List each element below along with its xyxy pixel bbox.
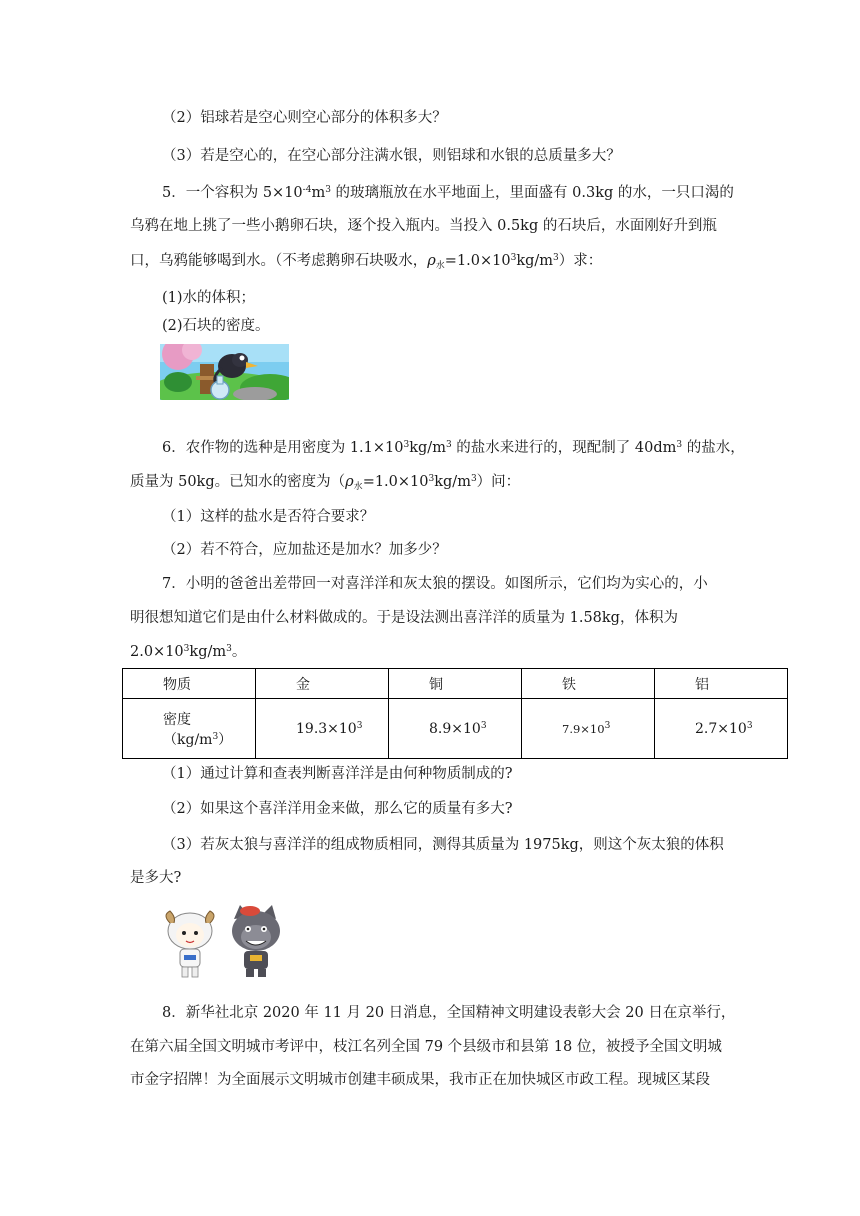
table-cell: 金 <box>256 669 389 699</box>
q7-line2: 明很想知道它们是由什么材料做成的。于是设法测出喜洋洋的质量为 1.58kg，体积为 <box>130 610 678 626</box>
table-cell: $7.9\times 10^3$ <box>522 699 655 759</box>
q7-part1: （1）通过计算和查表判断喜洋洋是由何种物质制成的? <box>162 766 513 782</box>
q4-part2: （2）铝球若是空心则空心部分的体积多大？ <box>162 110 447 126</box>
q6-line2: 质量为 50kg。已知水的密度为$(\rho_水=1.0\times 10^3kg/m^3)$问： <box>130 474 521 492</box>
q5-line1: 5．一个容积为 $5\times 10^{-4}m^3$ 的玻璃瓶放在水平地面上，里面盛有 0.3kg 的水，一只口渴的 <box>162 185 734 201</box>
q6-part2: （2）若不符合，应加盐还是加水？加多少？ <box>162 542 447 558</box>
q6-line1: 6．农作物的选种是用密度为 $1.1\times 10^3kg/m^3$ 的盐水来进行的，现配制了 $40dm^3$ 的盐水， <box>162 440 745 456</box>
sheep-wolf-illustration <box>160 905 296 981</box>
q5-sub2: (2)石块的密度。 <box>162 318 270 334</box>
table-cell: 铜 <box>389 669 522 699</box>
table-cell: 铝 <box>655 669 788 699</box>
table-cell: $8.9\times 10^3$ <box>389 699 522 759</box>
table-cell: 物质 <box>123 669 256 699</box>
q7-part3-cont: 是多大? <box>130 870 182 886</box>
q4-part3: （3）若是空心的，在空心部分注满水银，则铝球和水银的总质量多大？ <box>162 148 621 164</box>
table-header-row <box>123 669 788 699</box>
q8-line2: 在第六届全国文明城市考评中，枝江名列全国 79 个县级市和县第 18 位，被授予全国文明城 <box>130 1039 722 1055</box>
q8-line1: 8．新华社北京 2020 年 11 月 20 日消息，全国精神文明建设表彰大会 20 日在京举行， <box>162 1005 736 1021</box>
q7-line1: 7．小明的爸爸出差带回一对喜洋洋和灰太狼的摆设。如图所示，它们均为实心的，小 <box>162 576 708 592</box>
crow-drinking-icon <box>160 344 289 400</box>
q6-part1: （1）这样的盐水是否符合要求？ <box>162 509 375 525</box>
q8-line3: 市金字招牌！为全面展示文明城市创建丰硕成果，我市正在加快城区市政工程。现城区某段 <box>130 1072 710 1088</box>
q5-line3: 口，乌鸦能够喝到水。（不考虑鹅卵石块吸水，$\rho_水=1.0\times 10^3kg/m^3$）求： <box>130 253 603 271</box>
table-cell: $19.3\times 10^3$ <box>256 699 389 759</box>
q7-part2: （2）如果这个喜洋洋用金来做，那么它的质量有多大? <box>162 801 513 817</box>
table-row <box>123 699 788 759</box>
table-cell: 密度$(kg/m^3)$ <box>123 699 256 759</box>
q7-part3: （3）若灰太狼与喜洋洋的组成物质相同，测得其质量为 1975kg，则这个灰太狼的体积 <box>162 837 724 853</box>
sheep-and-wolf-icon <box>160 905 296 981</box>
table-cell: 铁 <box>522 669 655 699</box>
q5-sub1: (1)水的体积； <box>162 290 256 306</box>
q7-line3: $2.0\times 10^3kg/m^3$。 <box>130 644 247 660</box>
density-table <box>122 668 788 759</box>
table-cell: $2.7\times 10^3$ <box>655 699 788 759</box>
q5-line2: 乌鸦在地上挑了一些小鹅卵石块，逐个投入瓶内。当投入 0.5kg 的石块后，水面刚好升到瓶 <box>130 218 717 234</box>
crow-illustration <box>160 344 289 400</box>
